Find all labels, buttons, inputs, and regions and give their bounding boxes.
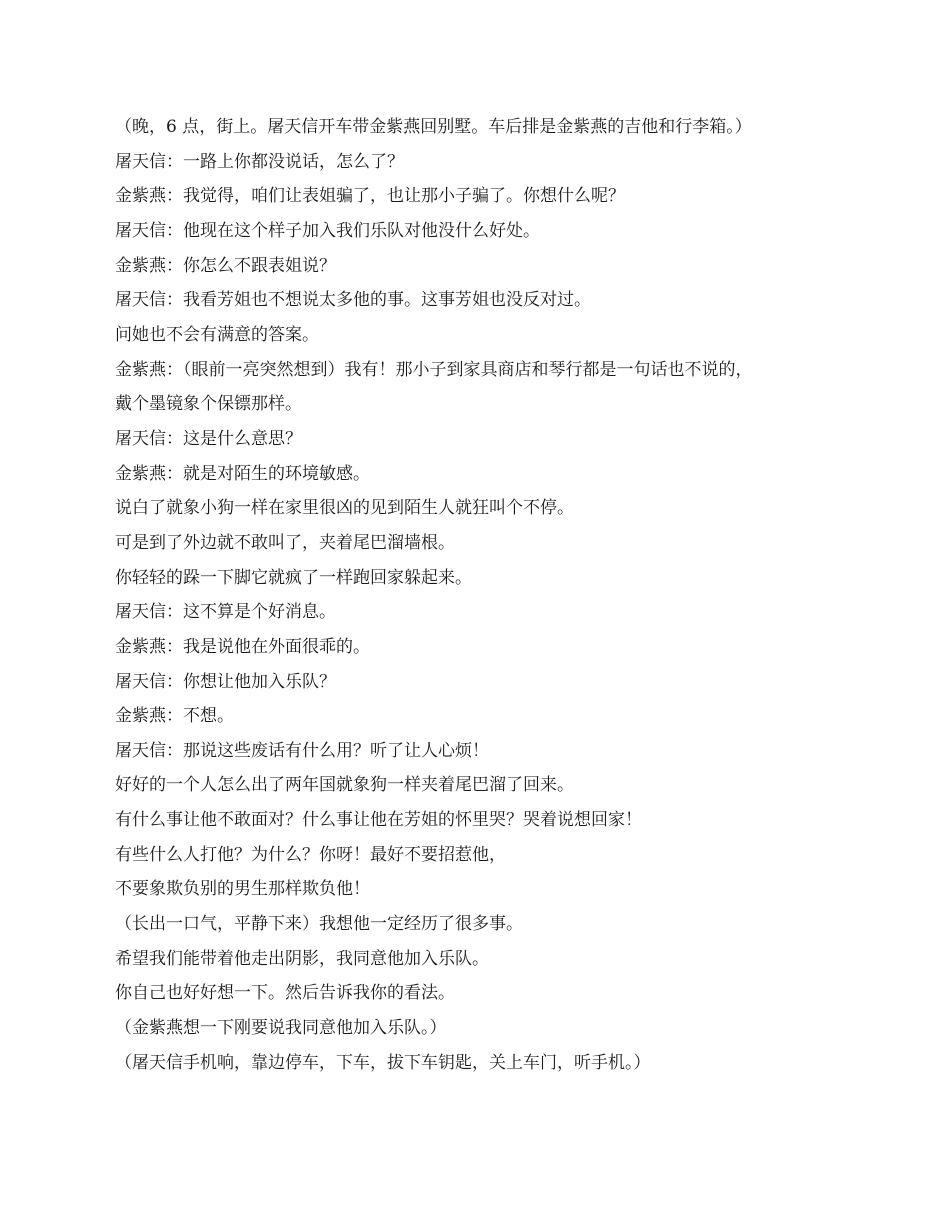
dialogue-line: 金紫燕：不想。 bbox=[115, 706, 234, 727]
stage-direction-line: （金紫燕想一下刚要说我同意他加入乐队。） bbox=[115, 1018, 447, 1039]
dialogue-line: 金紫燕：我觉得，咱们让表姐骗了，也让那小子骗了。你想什么呢？ bbox=[115, 186, 625, 207]
dialogue-line: 屠天信：他现在这个样子加入我们乐队对他没什么好处。 bbox=[115, 220, 540, 241]
dialogue-line: 屠天信：这是什么意思？ bbox=[115, 428, 302, 449]
dialogue-line: 屠天信：你想让他加入乐队？ bbox=[115, 671, 336, 692]
dialogue-line: 问她也不会有满意的答案。 bbox=[115, 324, 319, 345]
dialogue-line: （长出一口气，平静下来）我想他一定经历了很多事。 bbox=[115, 914, 523, 935]
dialogue-line: 金紫燕：我是说他在外面很乖的。 bbox=[115, 636, 370, 657]
dialogue-line: 屠天信：这不算是个好消息。 bbox=[115, 602, 336, 623]
dialogue-line: 不要象欺负别的男生那样欺负他！ bbox=[115, 879, 370, 900]
dialogue-line: 屠天信：一路上你都没说话，怎么了？ bbox=[115, 151, 404, 172]
dialogue-line: 你轻轻的跺一下脚它就疯了一样跑回家躲起来。 bbox=[115, 567, 472, 588]
dialogue-line: 说白了就象小狗一样在家里很凶的见到陌生人就狂叫个不停。 bbox=[115, 498, 574, 519]
stage-direction-line: （屠天信手机响，靠边停车，下车，拔下车钥匙，关上车门，听手机。） bbox=[115, 1052, 651, 1073]
dialogue-line: 金紫燕：（眼前一亮突然想到）我有！那小子到家具商店和琴行都是一句话也不说的， bbox=[115, 359, 753, 380]
dialogue-line: 屠天信：那说这些废话有什么用？听了让人心烦！ bbox=[115, 740, 489, 761]
stage-direction-line: （晚，6 点，街上。屠天信开车带金紫燕回别墅。车后排是金紫燕的吉他和行李箱。） bbox=[115, 117, 752, 137]
dialogue-line: 希望我们能带着他走出阴影，我同意他加入乐队。 bbox=[115, 948, 489, 969]
dialogue-line: 金紫燕：就是对陌生的环境敏感。 bbox=[115, 463, 370, 484]
dialogue-line: 屠天信：我看芳姐也不想说太多他的事。这事芳姐也没反对过。 bbox=[115, 290, 591, 311]
dialogue-line: 有些什么人打他？为什么？你呀！最好不要招惹他， bbox=[115, 844, 506, 865]
dialogue-line: 可是到了外边就不敢叫了，夹着尾巴溜墙根。 bbox=[115, 532, 455, 553]
script-text bbox=[115, 110, 835, 1080]
dialogue-line: 你自己也好好想一下。然后告诉我你的看法。 bbox=[115, 983, 455, 1004]
dialogue-line: 有什么事让他不敢面对？什么事让他在芳姐的怀里哭？哭着说想回家！ bbox=[115, 810, 642, 831]
dialogue-line: 金紫燕：你怎么不跟表姐说？ bbox=[115, 255, 336, 276]
dialogue-line: 戴个墨镜象个保镖那样。 bbox=[115, 394, 302, 415]
dialogue-line: 好好的一个人怎么出了两年国就象狗一样夹着尾巴溜了回来。 bbox=[115, 775, 574, 796]
